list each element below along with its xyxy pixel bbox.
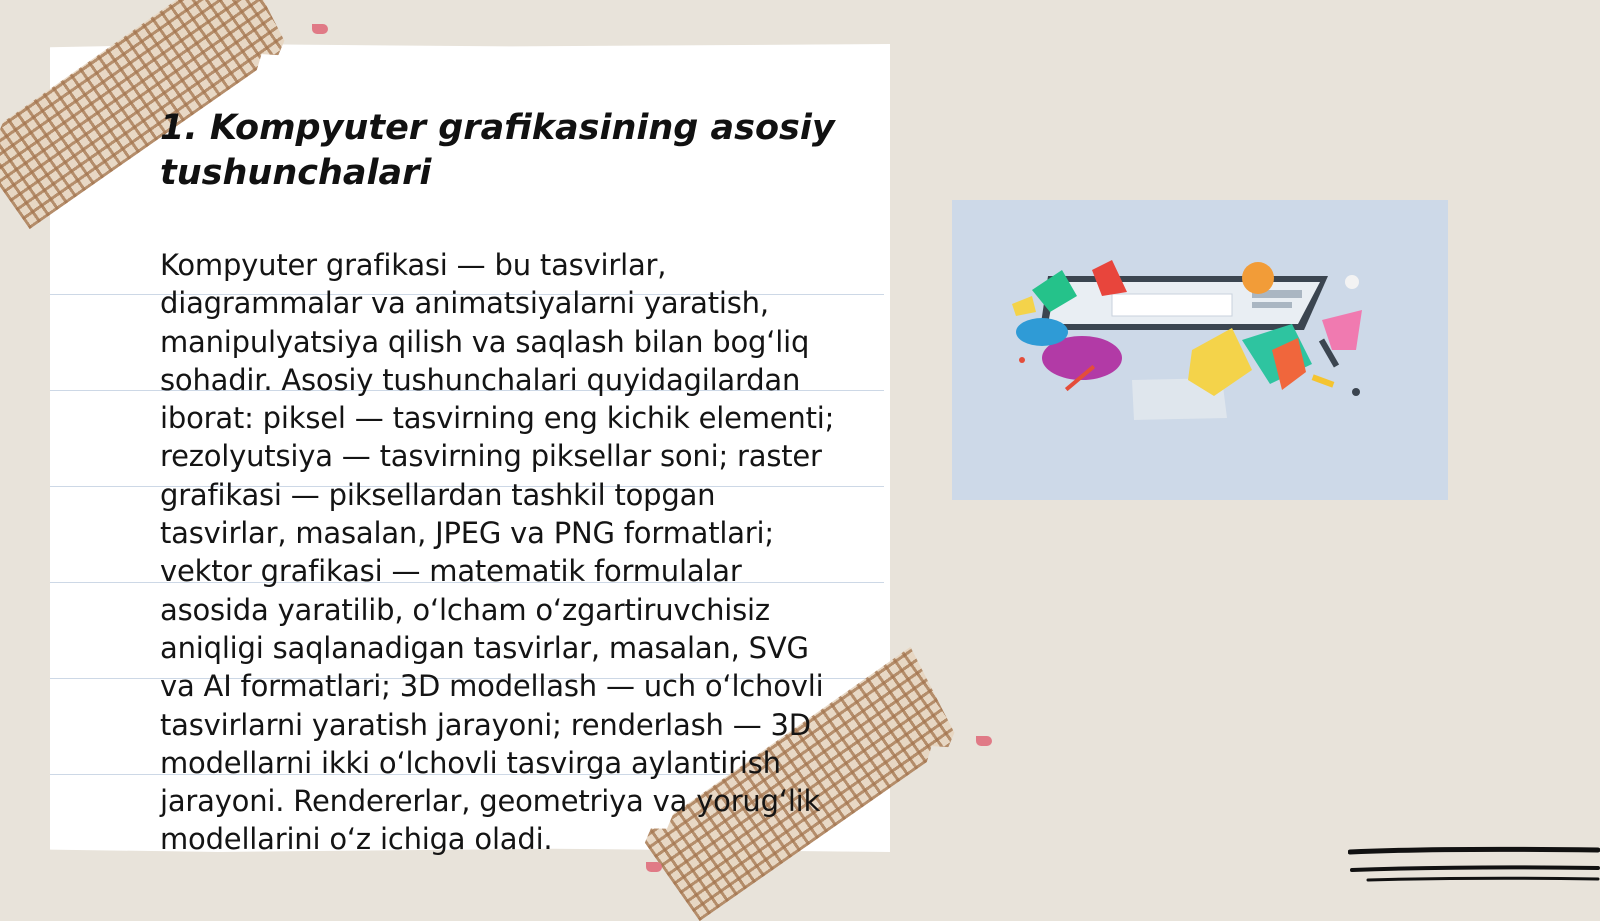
brush-strokes-decoration [1348,846,1600,890]
pin-accent [312,24,328,34]
slide-body-text: Kompyuter grafikasi — bu tasvirlar, diagrammalar va animatsiyalarni yaratish, manipulyatsiya qilish va saqlash bilan bog‘liq sohadir. Asosiy tushunchalari quyidagilardan iborat: piksel — tasvirning eng kichik elementi; rezolyutsiya — tasvirning piksellar soni; raster grafikasi — piksellardan tashkil topgan tasvirlar, masalan, JPEG va PNG formatlari; vektor grafikasi — matematik formulalar asosida yaratilib, o‘lcham o‘zgartiruvchisiz aniqligi saqlanadigan tasvirlar, masalan, SVG va AI formatlari; 3D modellash — uch o‘lchovli tasvirlarni yaratish jarayoni; renderlash — 3D modellarni ikki o‘lchovli tasvirga aylantirish jarayoni. Rendererlar, geometriya va yorug‘lik modellarini o‘z ichiga oladi. [160,248,835,857]
design-workspace-icon [952,200,1448,500]
pin-accent [976,736,992,746]
slide-title: 1. Kompyuter grafikasining asosiy tushunchalari [160,108,835,193]
pin-accent [646,862,662,872]
computer-graphics-illustration [952,200,1448,500]
